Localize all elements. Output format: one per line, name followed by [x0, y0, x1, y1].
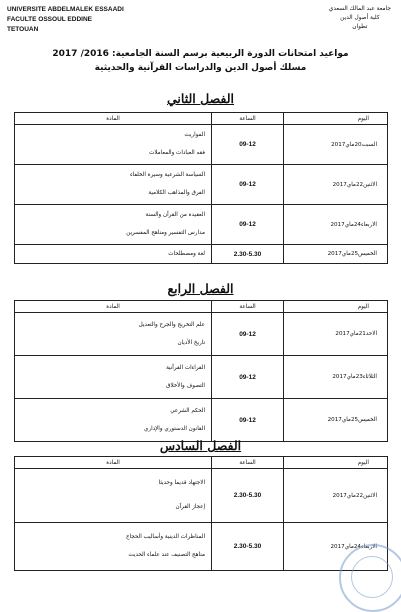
- exam-day: الاربعاء24ماي2017: [284, 205, 388, 245]
- exam-subjects: [15, 469, 212, 523]
- column-header-time: الساعة: [212, 457, 284, 469]
- exam-table-semester-6: [14, 456, 388, 571]
- exam-day: الخميس25ماي2017: [284, 399, 388, 442]
- exam-subjects: [15, 313, 212, 356]
- city-name-arabic: تطوان: [352, 24, 368, 30]
- university-name-arabic: جامعة عبد المالك السعدي: [328, 6, 391, 12]
- table-row: [15, 399, 388, 442]
- table-header-row: [15, 457, 388, 469]
- column-header-day: اليوم: [284, 301, 388, 313]
- subject-name: السياسة الشرعية وسيرة الخلفاء: [130, 172, 205, 178]
- faculty-name-latin: FACULTE OSSOUL EDDINE: [7, 16, 92, 23]
- exam-subjects: [15, 523, 212, 571]
- section-title-semester-6: الفصل السادس: [159, 438, 242, 453]
- subject-name: المناظرات الدينية وأساليب الحجاج: [125, 534, 205, 540]
- table-row: [15, 165, 388, 205]
- exam-day: الاثنين22ماي2017: [284, 165, 388, 205]
- faculty-stamp-inner-ring: [351, 556, 393, 598]
- table-row: [15, 205, 388, 245]
- subject-name: المواريث: [184, 132, 205, 138]
- exam-day: الخميس25ماي2017: [284, 245, 388, 264]
- exam-day: الاثنين22ماي2017: [284, 469, 388, 523]
- exam-day: الثلاثاء23ماي2017: [284, 356, 388, 399]
- subject-name: الاجتهاد قديما وحديثا: [158, 480, 205, 486]
- exam-time: 09-12: [212, 205, 284, 245]
- subject-name: العقيدة من القرآن والسنة: [145, 212, 205, 218]
- column-header-time: الساعة: [212, 113, 284, 125]
- table-row: [15, 125, 388, 165]
- column-header-subject: المادة: [15, 301, 212, 313]
- exam-table-semester-4: [14, 300, 388, 442]
- exam-subjects: [15, 205, 212, 245]
- table-row: [15, 469, 388, 523]
- exam-time: 2.30-5.30: [212, 245, 284, 264]
- exam-time: 09-12: [212, 356, 284, 399]
- exam-time: 09-12: [212, 313, 284, 356]
- section-title-semester-4: الفصل الرابع: [167, 281, 234, 296]
- subject-name: الحكم الشرعي: [170, 407, 205, 414]
- exam-table-semester-2: [14, 112, 388, 264]
- exam-subjects: [15, 125, 212, 165]
- table-header-row: [15, 301, 388, 313]
- table-header-row: [15, 113, 388, 125]
- document-subtitle: مسلك أصول الدين والدراسات القرآنية والحديثية: [94, 63, 307, 73]
- exam-time: 09-12: [212, 399, 284, 442]
- subject-name: علم التخريج والجرح والتعديل: [138, 321, 205, 328]
- exam-subjects: [15, 245, 212, 264]
- subject-name: القراءات القرآنية: [166, 364, 205, 371]
- document-title: مواعيد امتحانات الدورة الربيعية برسم السنة الجامعية: 2016/ 2017: [52, 49, 349, 59]
- section-title-semester-2: الفصل الثاني: [166, 91, 235, 106]
- faculty-name-arabic: كلية أصول الدين: [340, 15, 380, 21]
- university-header-arabic: [329, 5, 391, 32]
- exam-time: 2.30-5.30: [212, 469, 284, 523]
- column-header-subject: المادة: [15, 113, 212, 125]
- exam-day: السبت20ماي2017: [284, 125, 388, 165]
- exam-day: الاحد21ماي2017: [284, 313, 388, 356]
- subject-name: القانون الدستوري والإداري: [143, 425, 205, 432]
- exam-time: 09-12: [212, 165, 284, 205]
- exam-subjects: [15, 165, 212, 205]
- subject-name: مناهج التصنيف عند علماء الحديث: [128, 552, 205, 558]
- column-header-day: اليوم: [284, 113, 388, 125]
- city-name-latin: TETOUAN: [7, 26, 39, 33]
- subject-name: فقه العبادات والمعاملات: [149, 150, 205, 156]
- subject-name: لغة ومصطلحات: [168, 250, 205, 257]
- subject-name: الفرق والمذاهب الكلامية: [148, 190, 205, 196]
- column-header-time: الساعة: [212, 301, 284, 313]
- column-header-subject: المادة: [15, 457, 212, 469]
- exam-time: 09-12: [212, 125, 284, 165]
- exam-subjects: [15, 399, 212, 442]
- table-row: [15, 313, 388, 356]
- subject-name: التصوف والأخلاق: [166, 382, 205, 389]
- subject-name: مدارس التفسير ومناهج المفسرين: [126, 230, 205, 236]
- university-header-latin: [7, 5, 124, 35]
- exam-day: الاربعاء24ماي2017: [284, 523, 388, 571]
- table-row: [15, 245, 388, 264]
- table-row: [15, 523, 388, 571]
- faculty-stamp: [339, 544, 401, 612]
- subject-name: تاريخ الأديان: [177, 339, 205, 346]
- column-header-day: اليوم: [284, 457, 388, 469]
- exam-subjects: [15, 356, 212, 399]
- university-name-latin: UNIVERSITE ABDELMALEK ESSAADI: [7, 6, 124, 13]
- table-row: [15, 356, 388, 399]
- exam-time: 2.30-5.30: [212, 523, 284, 571]
- subject-name: إعجاز القرآن: [175, 504, 205, 510]
